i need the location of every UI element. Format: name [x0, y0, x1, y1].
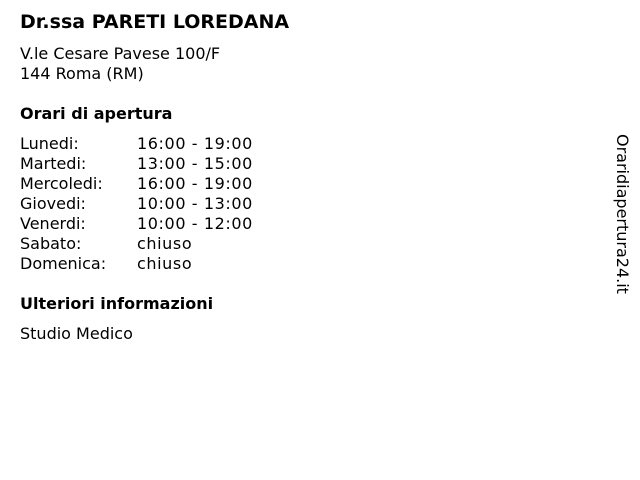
time-value: chiuso: [137, 254, 193, 273]
opening-hours-heading: Orari di apertura: [20, 104, 173, 123]
time-value: 10:00 - 12:00: [137, 214, 253, 233]
day-label: Mercoledi:: [20, 174, 103, 193]
time-value: 10:00 - 13:00: [137, 194, 253, 213]
time-value: 13:00 - 15:00: [137, 154, 253, 173]
hours-row-tuesday: [20, 154, 253, 174]
day-label: Domenica:: [20, 254, 107, 273]
day-label: Venerdi:: [20, 214, 86, 233]
time-value: chiuso: [137, 234, 193, 253]
hours-row-monday: [20, 134, 253, 154]
hours-row-friday: [20, 214, 253, 234]
hours-row-wednesday: [20, 174, 253, 194]
more-info-heading: Ulteriori informazioni: [20, 294, 214, 313]
more-info-text: Studio Medico: [20, 324, 133, 343]
time-value: 16:00 - 19:00: [137, 174, 253, 193]
day-label: Martedi:: [20, 154, 87, 173]
hours-row-sunday: [20, 254, 253, 274]
hours-row-saturday: [20, 234, 253, 254]
opening-hours-table: [20, 134, 253, 274]
day-label: Sabato:: [20, 234, 82, 253]
page-title: Dr.ssa PARETI LOREDANA: [20, 11, 290, 33]
address-city: 144 Roma (RM): [20, 64, 144, 83]
address-street: V.le Cesare Pavese 100/F: [20, 44, 221, 63]
site-watermark: Oraridiapertura24.it: [613, 134, 632, 294]
hours-row-thursday: [20, 194, 253, 214]
time-value: 16:00 - 19:00: [137, 134, 253, 153]
day-label: Lunedi:: [20, 134, 79, 153]
day-label: Giovedi:: [20, 194, 86, 213]
address: [20, 44, 220, 84]
